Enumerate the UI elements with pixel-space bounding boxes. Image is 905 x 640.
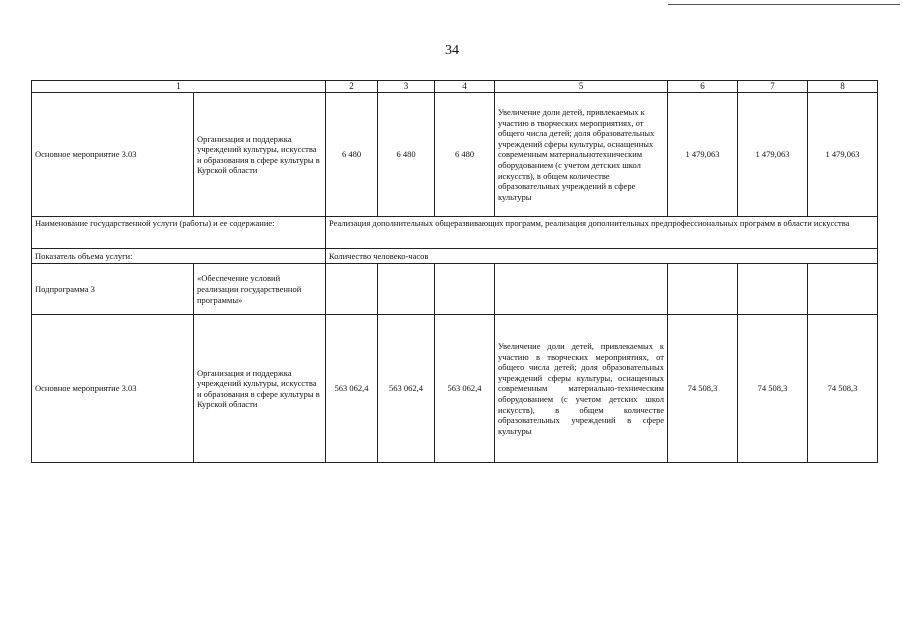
row-description: Организация и поддержка учреждений культуры, искусства и образования в сфере культуры в Курской области	[194, 315, 326, 463]
header-col-6: 6	[668, 81, 738, 93]
table-row	[32, 217, 878, 249]
table-row	[32, 93, 878, 217]
indicator-text: Увеличение доли детей, привлекаемых к участию в творческих мероприятиях, от общего числа детей; доля образовательных учреждений сферы культуры, оснащенных современным материально-техническим оборудованием (с учетом детских школ искусств), в общем количестве образовательных учреждений в сфере культуры	[495, 315, 668, 463]
header-row	[32, 81, 878, 93]
table-row	[32, 264, 878, 315]
value-col-7: 1 479,063	[738, 93, 808, 217]
header-col-5: 5	[495, 81, 668, 93]
empty-cell	[808, 264, 878, 315]
value-col-8: 1 479,063	[808, 93, 878, 217]
value-col-6: 74 508,3	[668, 315, 738, 463]
volume-label: Показатель объема услуги:	[32, 249, 326, 264]
header-col-2: 2	[326, 81, 378, 93]
value-col-7: 74 508,3	[738, 315, 808, 463]
table-row	[32, 249, 878, 264]
service-value: Реализация дополнительных общеразвивающих программ, реализация дополнительных предпрофессиональных программ в области искусства	[326, 217, 878, 249]
volume-value: Количество человеко-часов	[326, 249, 878, 264]
value-col-4: 563 062,4	[435, 315, 495, 463]
empty-cell	[435, 264, 495, 315]
empty-cell	[495, 264, 668, 315]
value-col-2: 6 480	[326, 93, 378, 217]
row-name: Основное мероприятие 3.03	[32, 315, 194, 463]
empty-cell	[668, 264, 738, 315]
value-col-3: 6 480	[378, 93, 435, 217]
row-description: Организация и поддержка учреждений культуры, искусства и образования в сфере культуры в Курской области	[194, 93, 326, 217]
page-number: 34	[445, 43, 459, 58]
value-col-8: 74 508,3	[808, 315, 878, 463]
indicator-text: Увеличение доли детей, привлекаемых к участию в творческих мероприятиях, от общего числа детей; доля образовательных учреждений сферы культуры, оснащенных современным материальнотехническим оборудованием (с учетом детских школ искусств), в общем количестве образовательных учреждений в сфере культуры	[495, 93, 668, 217]
top-rule	[668, 4, 900, 5]
value-col-3: 563 062,4	[378, 315, 435, 463]
empty-cell	[738, 264, 808, 315]
row-description: «Обеспечение условий реализации государственной программы»	[194, 264, 326, 315]
value-col-2: 563 062,4	[326, 315, 378, 463]
value-col-4: 6 480	[435, 93, 495, 217]
empty-cell	[326, 264, 378, 315]
header-col-1: 1	[32, 81, 326, 93]
header-col-4: 4	[435, 81, 495, 93]
header-col-8: 8	[808, 81, 878, 93]
row-name: Подпрограмма 3	[32, 264, 194, 315]
value-col-6: 1 479,063	[668, 93, 738, 217]
header-col-7: 7	[738, 81, 808, 93]
table-row	[32, 315, 878, 463]
service-label: Наименование государственной услуги (работы) и ее содержание:	[32, 217, 326, 249]
program-table	[31, 80, 878, 463]
empty-cell	[378, 264, 435, 315]
header-col-3: 3	[378, 81, 435, 93]
row-name: Основное мероприятие 3.03	[32, 93, 194, 217]
